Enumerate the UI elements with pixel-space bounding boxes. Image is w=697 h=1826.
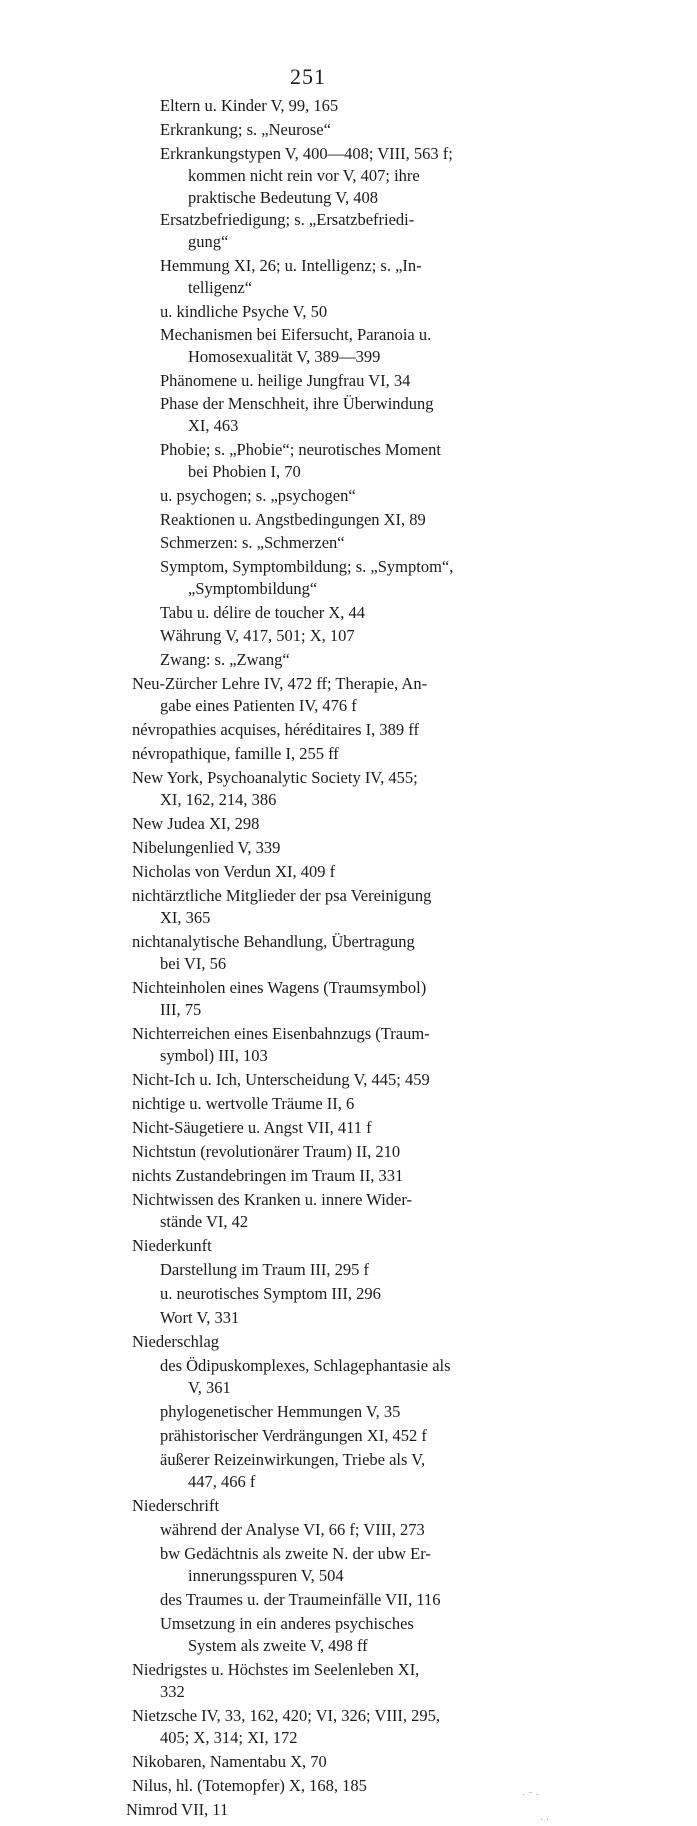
index-line: „Symptombildung“ — [188, 579, 318, 598]
index-line: stände VI, 42 — [160, 1212, 249, 1231]
index-line: bw Gedächtnis als zweite N. der ubw Er- — [160, 1544, 431, 1563]
index-line: Umsetzung in ein anderes psychisches — [160, 1614, 414, 1633]
index-line: Symptom, Symptombildung; s. „Symptom“, — [160, 557, 454, 576]
index-line: Nicholas von Verdun XI, 409 f — [132, 862, 336, 881]
index-line: Niederschrift — [132, 1496, 220, 1515]
index-line: Mechanismen bei Eifersucht, Paranoia u. — [160, 325, 432, 344]
index-line: Nikobaren, Namentabu X, 70 — [132, 1752, 327, 1771]
index-line: Darstellung im Traum III, 295 f — [160, 1260, 369, 1279]
index-line: Nilus, hl. (Totemopfer) X, 168, 185 — [132, 1776, 367, 1795]
index-line: symbol) III, 103 — [160, 1046, 268, 1065]
index-line: Nichtwissen des Kranken u. innere Wider- — [132, 1190, 413, 1209]
index-line: XI, 463 — [188, 416, 239, 435]
index-line: névropathies acquises, héréditaires I, 389 ff — [132, 720, 419, 739]
index-line: äußerer Reizeinwirkungen, Triebe als V, — [160, 1450, 426, 1469]
index-line: gabe eines Patienten IV, 476 f — [160, 696, 357, 715]
index-line: bei VI, 56 — [160, 954, 227, 973]
index-line: u. kindliche Psyche V, 50 — [160, 302, 328, 321]
index-line: Nichterreichen eines Eisenbahnzugs (Traum- — [132, 1024, 430, 1043]
index-line: gung“ — [188, 232, 229, 251]
index-line: u. neurotisches Symptom III, 296 — [160, 1284, 381, 1303]
index-line: Erkrankung; s. „Neurose“ — [160, 120, 331, 139]
index-line: bei Phobien I, 70 — [188, 462, 301, 481]
index-line: während der Analyse VI, 66 f; VIII, 273 — [160, 1520, 425, 1539]
index-line: Tabu u. délire de toucher X, 44 — [160, 603, 366, 622]
index-line: névropathique, famille I, 255 ff — [132, 744, 339, 763]
index-line: des Ödipuskomplexes, Schlagephantasie als — [160, 1356, 451, 1375]
index-line: Niederkunft — [132, 1236, 212, 1255]
index-line: Phobie; s. „Phobie“; neurotisches Moment — [160, 440, 441, 459]
index-line: 332 — [160, 1682, 185, 1701]
index-line: Nibelungenlied V, 339 — [132, 838, 281, 857]
index-line: V, 361 — [188, 1378, 231, 1397]
index-line: nichtärztliche Mitglieder der psa Vereinigung — [132, 886, 432, 905]
index-line: u. psychogen; s. „psychogen“ — [160, 486, 356, 505]
index-line: nichts Zustandebringen im Traum II, 331 — [132, 1166, 404, 1185]
index-line: telligenz“ — [188, 278, 253, 297]
index-line: XI, 365 — [160, 908, 211, 927]
index-line: Nichteinholen eines Wagens (Traumsymbol) — [132, 978, 427, 997]
index-line: Homosexualität V, 389—399 — [188, 347, 381, 366]
index-line: des Traumes u. der Traumeinfälle VII, 116 — [160, 1590, 441, 1609]
index-line: nichtanalytische Behandlung, Übertragung — [132, 932, 415, 951]
index-line: kommen nicht rein vor V, 407; ihre — [188, 166, 420, 185]
index-line: Nicht-Säugetiere u. Angst VII, 411 f — [132, 1118, 372, 1137]
index-line: Zwang: s. „Zwang“ — [160, 650, 290, 669]
index-line: 447, 466 f — [188, 1472, 256, 1491]
index-line: Schmerzen: s. „Schmerzen“ — [160, 533, 345, 552]
index-line: innerungsspuren V, 504 — [188, 1566, 344, 1585]
index-line: phylogenetischer Hemmungen V, 35 — [160, 1402, 401, 1421]
index-line: Reaktionen u. Angstbedingungen XI, 89 — [160, 510, 426, 529]
index-line: Erkrankungstypen V, 400—408; VIII, 563 f; — [160, 144, 453, 163]
index-line: Ersatzbefriedigung; s. „Ersatzbefriedi- — [160, 210, 415, 229]
index-line: System als zweite V, 498 ff — [188, 1636, 368, 1655]
page-number: 251 — [290, 64, 326, 89]
index-line: Nimrod VII, 11 — [126, 1800, 229, 1819]
index-line: Phänomene u. heilige Jungfrau VI, 34 — [160, 371, 411, 390]
index-line: Niederschlag — [132, 1332, 220, 1351]
index-line: Nietzsche IV, 33, 162, 420; VI, 326; VIII, 295, — [132, 1706, 440, 1725]
index-line: nichtige u. wertvolle Träume II, 6 — [132, 1094, 355, 1113]
index-line: prähistorischer Verdrängungen XI, 452 f — [160, 1426, 427, 1445]
index-line: 405; X, 314; XI, 172 — [160, 1728, 298, 1747]
index-line: Niedrigstes u. Höchstes im Seelenleben XI, — [132, 1660, 420, 1679]
index-line: Neu-Zürcher Lehre IV, 472 ff; Therapie, An- — [132, 674, 428, 693]
index-line: Währung V, 417, 501; X, 107 — [160, 626, 355, 645]
index-line: Wort V, 331 — [160, 1308, 240, 1327]
index-line: New York, Psychoanalytic Society IV, 455; — [132, 768, 418, 787]
index-line: Nichtstun (revolutionärer Traum) II, 210 — [132, 1142, 401, 1161]
print-speck: · · — [540, 1815, 550, 1826]
index-line: Eltern u. Kinder V, 99, 165 — [160, 96, 339, 115]
index-line: Hemmung XI, 26; u. Intelligenz; s. „In- — [160, 256, 422, 275]
print-speck: · ⁻ · — [522, 1790, 539, 1801]
index-line: Phase der Menschheit, ihre Überwindung — [160, 394, 434, 413]
index-line: New Judea XI, 298 — [132, 814, 260, 833]
index-line: III, 75 — [160, 1000, 202, 1019]
index-line: praktische Bedeutung V, 408 — [188, 188, 379, 207]
index-line: XI, 162, 214, 386 — [160, 790, 277, 809]
index-line: Nicht-Ich u. Ich, Unterscheidung V, 445; 459 — [132, 1070, 430, 1089]
